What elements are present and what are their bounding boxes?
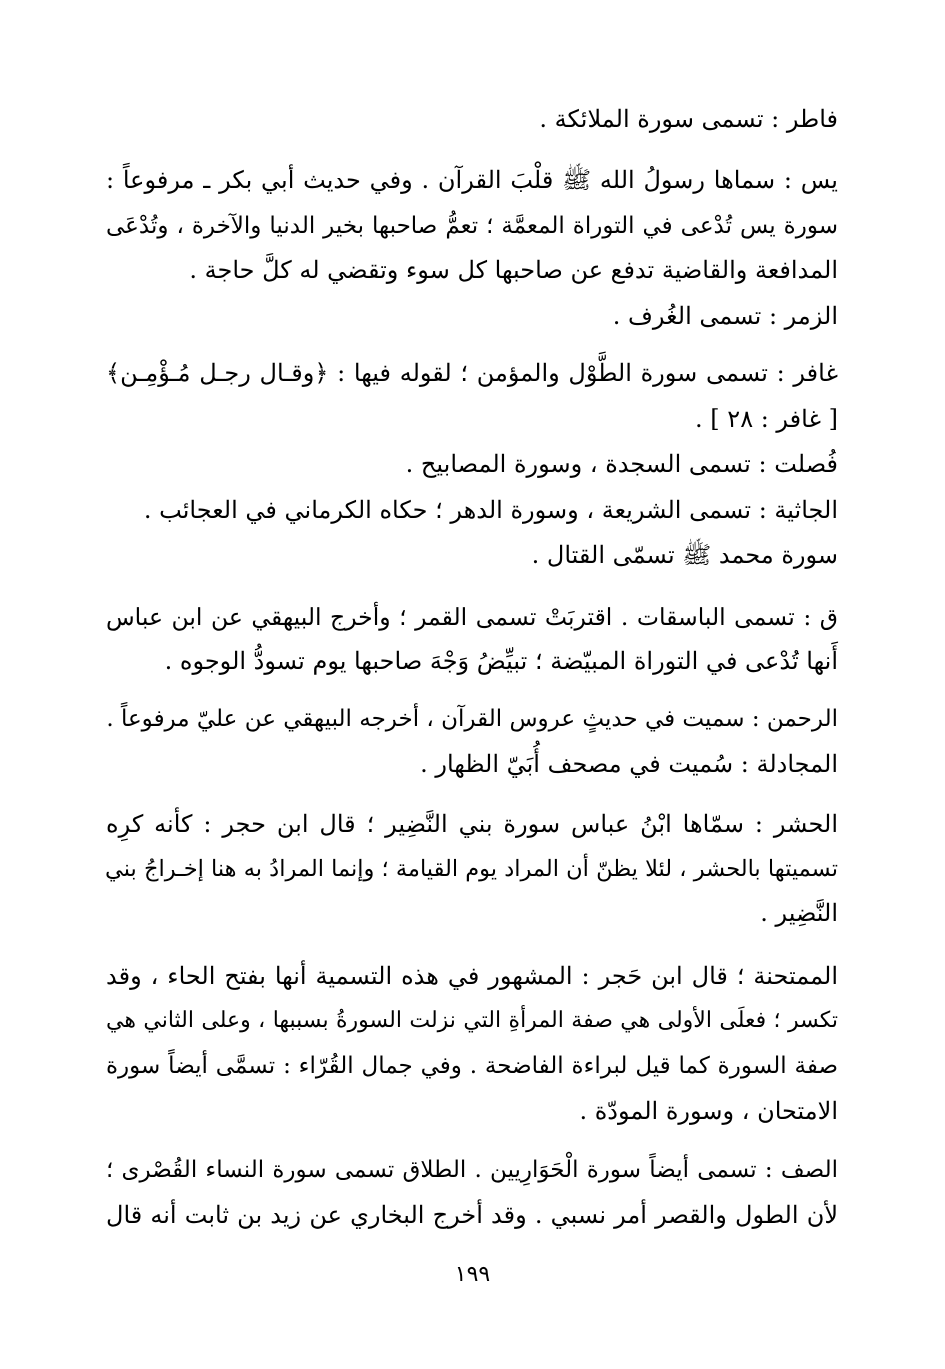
text-line: تسميتها بالحشر ، لئلا يظنّ أن المراد يوم القيامة ؛ وإنما المرادُ به هنا إخـراجُ بني [104,856,838,882]
text-line: تكسر ؛ فعلَى الأولى هي صفة المرأةِ التي نزلت السورةُ بسببها ، وعلى الثاني هي [106,1008,838,1033]
text-line: الزمر : تسمى الغُرف . [612,302,838,330]
text-line: الممتحنة ؛ قال ابن حَجر : المشهور في هذه التسمية أنها بفتح الحاء ، وقد [106,962,838,990]
text-line: فاطر : تسمى سورة الملائكة . [539,105,838,133]
page-number: ١٩٩ [454,1262,491,1287]
text-line: الحشر : سمّاها ابْنُ عباس سورة بني النَّضِير ؛ قال ابن حجر : كأنه كرِه [106,810,838,838]
text-line: الجاثية : تسمى الشريعة ، وسورة الدهر ؛ حكاه الكرماني في العجائب . [143,496,838,524]
text-line: النَّضِير . [760,899,838,927]
text-line: أَنها تُدْعى في التوراة المبيّضة ؛ تبيِّضُ وَجْهَ صاحبها يوم تسودُّ الوجوه . [164,647,838,675]
text-line: [ غافر : ٢٨ ] . [695,405,838,433]
text-line: يس : سماها رسولُ الله ﷺ قلْبَ القرآن . وفي حديث أبي بكر ـ مرفوعاً : [106,166,838,194]
text-line: صفة السورة كما قيل لبراءة الفاضحة . وفي جمال القُرّاء : تسمَّى أيضاً سورة [106,1053,838,1079]
text-line: لأن الطول والقصر أمر نسبي . وقد أخرج البخاري عن زيد بن ثابت أنه قال [106,1201,838,1229]
text-line: غافر : تسمى سورة الطَّوْل والمؤمن ؛ لقوله فيها : ﴿وقـال رجـل مُـؤْمِـن﴾ [106,359,838,387]
text-line: سورة محمد ﷺ تسمّى القتال . [531,541,838,569]
text-line: ق : تسمى الباسقات . اقتربَتْ تسمى القمر ؛ وأخرج البيهقي عن ابن عباس [106,603,838,631]
text-line: فُصلت : تسمى السجدة ، وسورة المصابيح . [405,450,838,478]
text-line: الرحمن : سميت في حديثٍ عروس القرآن ، أخرجه البيهقي عن عليّ مرفوعاً . [106,706,838,732]
text-line: الامتحان ، وسورة المودّة . [579,1097,838,1125]
text-line: المدافعة والقاضية تدفع عن صاحبها كل سوء وتقضي له كلَّ حاجة . [189,256,838,284]
text-line: الصف : تسمى أيضاً سورة الْحَوَارِيين . الطلاق تسمى سورة النساء القُصْرى ؛ [106,1157,838,1183]
text-line: سورة يس تُدْعى في التوراة المعمَّة ؛ تعمُّ صاحبها بخير الدنيا والآخرة ، وتُدْعَى [106,213,838,239]
text-line: المجادلة : سُميت في مصحف أُبَيّ الظهار . [420,750,838,778]
